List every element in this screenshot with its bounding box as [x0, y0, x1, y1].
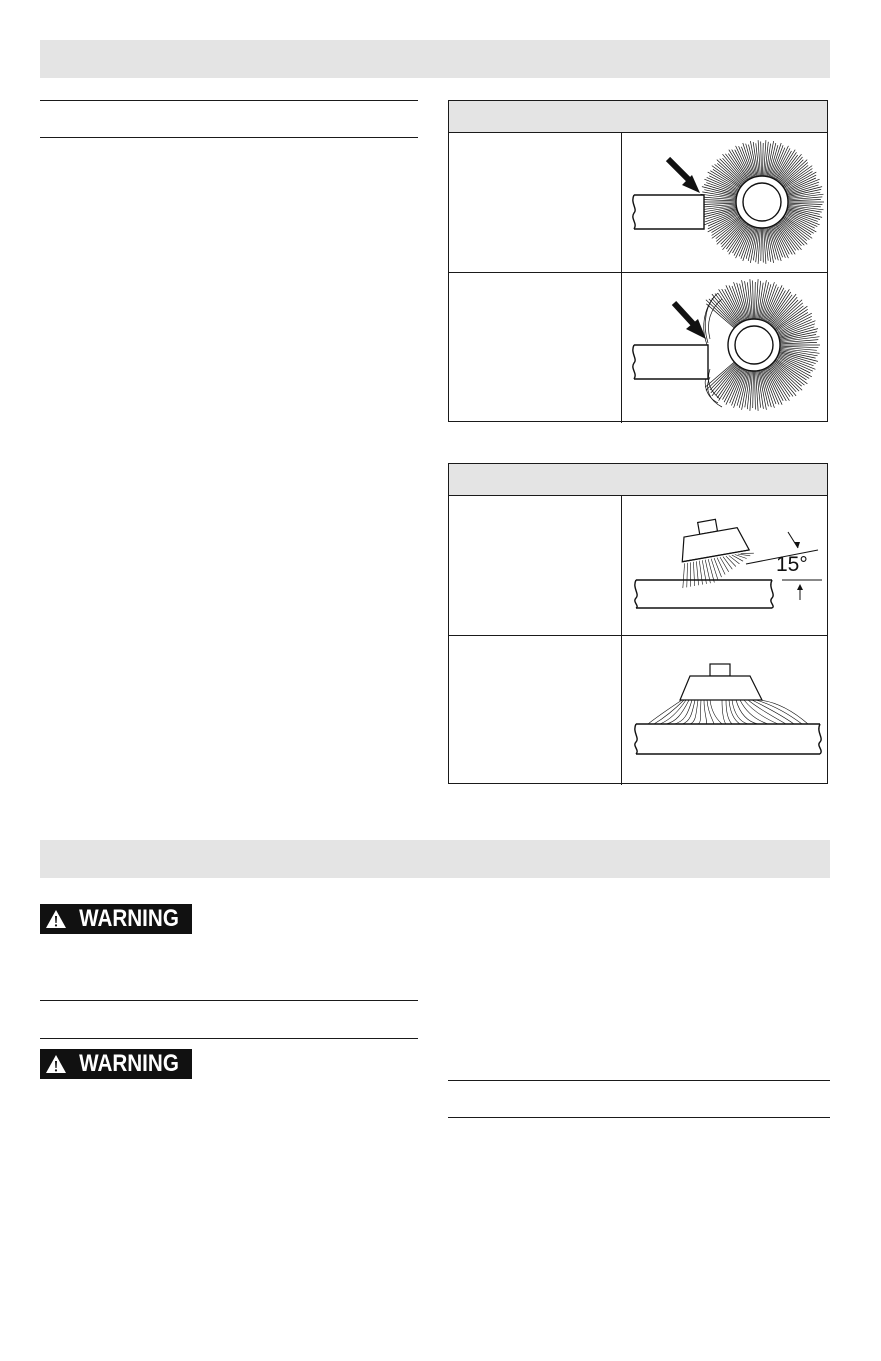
table-header [449, 464, 827, 496]
pressure-arrow-icon [668, 159, 700, 193]
table-header [449, 101, 827, 133]
table-figure-cell [622, 636, 827, 785]
warning-label: WARNING [79, 1050, 179, 1077]
table-figure-cell [622, 133, 827, 272]
warning-triangle-icon [45, 909, 67, 929]
table-figure-cell [622, 273, 827, 423]
section-header-band [40, 840, 830, 878]
angle-label: 15° [776, 553, 808, 576]
section-header-band [40, 40, 830, 78]
table-row [449, 133, 827, 273]
table-figure-cell [622, 496, 827, 635]
warning-badge [40, 904, 192, 934]
warning-label: WARNING [79, 905, 179, 932]
table-row [449, 496, 827, 636]
table-row [449, 636, 827, 785]
table-row [449, 273, 827, 423]
table-label-cell [449, 133, 622, 272]
cup-brush-excessive-illustration [622, 636, 828, 785]
wheel-brush-correct-illustration [622, 133, 828, 272]
subheading-rule-top [448, 1080, 830, 1081]
subheading-rule-bottom [40, 137, 418, 138]
table-label-cell [449, 496, 622, 635]
cup-brush-table [448, 463, 828, 784]
wheel-brush-table [448, 100, 828, 422]
pressure-arrow-icon [674, 303, 706, 339]
subheading-rule-bottom [40, 1038, 418, 1039]
warning-triangle-icon [45, 1054, 67, 1074]
subheading-rule-top [40, 1000, 418, 1001]
table-label-cell [449, 636, 622, 785]
subheading-rule-bottom [448, 1117, 830, 1118]
wheel-brush-excessive-illustration [622, 273, 828, 423]
table-label-cell [449, 273, 622, 423]
subheading-rule-top [40, 100, 418, 101]
warning-badge [40, 1049, 192, 1079]
